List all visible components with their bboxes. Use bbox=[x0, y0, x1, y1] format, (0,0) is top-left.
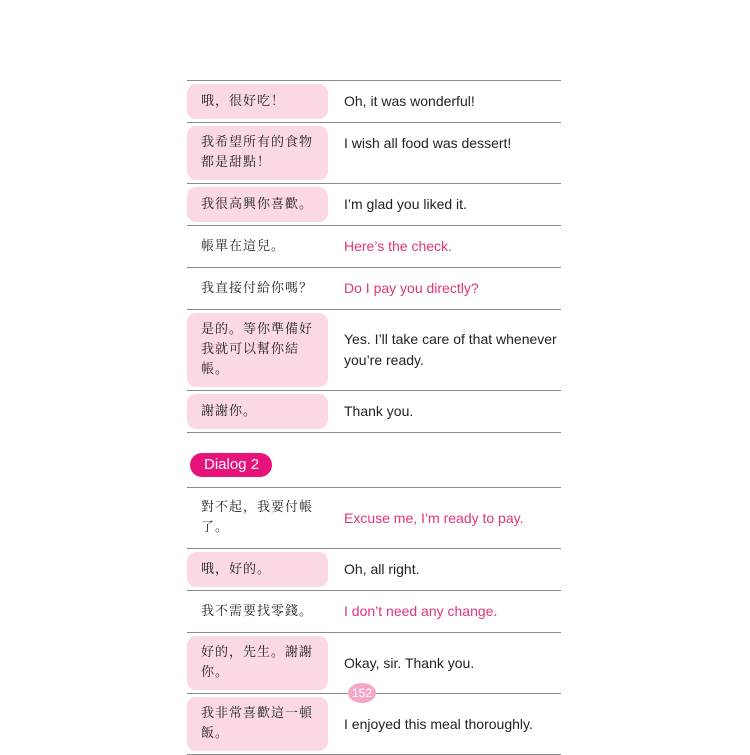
table-row bbox=[187, 123, 561, 184]
chinese-line: 我非常喜歡這一頓飯。 bbox=[187, 697, 328, 751]
dialog1-table bbox=[187, 80, 561, 433]
chinese-line: 我很高興你喜歡。 bbox=[187, 187, 328, 222]
english-line: Here’s the check. bbox=[344, 238, 452, 254]
table-row bbox=[187, 633, 561, 694]
english-line: I’m glad you liked it. bbox=[344, 196, 467, 212]
english-line: Do I pay you directly? bbox=[344, 280, 479, 296]
dialog2-header bbox=[187, 433, 561, 488]
table-row bbox=[187, 549, 561, 591]
chinese-line: 我不需要找零錢。 bbox=[201, 603, 314, 619]
chinese-line: 哦，很好吃！ bbox=[187, 84, 328, 119]
table-row bbox=[187, 694, 561, 755]
english-line: Excuse me, I’m ready to pay. bbox=[344, 509, 524, 526]
chinese-line: 好的，先生。謝謝你。 bbox=[187, 636, 328, 690]
chinese-line: 謝謝你。 bbox=[187, 394, 328, 429]
table-row bbox=[187, 268, 561, 310]
dialog2-title: Dialog 2 bbox=[190, 453, 272, 477]
chinese-line: 我直接付給你嗎？ bbox=[201, 280, 314, 296]
english-line: Yes. I’ll take care of that whenever you’re ready. bbox=[344, 331, 557, 368]
table-row bbox=[187, 184, 561, 226]
english-line: I don’t need any change. bbox=[344, 603, 498, 619]
table-row bbox=[187, 488, 561, 549]
table-row bbox=[187, 310, 561, 391]
english-line: Oh, all right. bbox=[344, 561, 420, 577]
english-line: Thank you. bbox=[344, 403, 414, 419]
english-line: Oh, it was wonderful! bbox=[344, 93, 475, 109]
english-line: I wish all food was dessert! bbox=[344, 135, 512, 151]
table-row bbox=[187, 391, 561, 433]
chinese-line: 帳單在這兒。 bbox=[201, 238, 286, 254]
page-number: 152 bbox=[348, 683, 376, 703]
table-row bbox=[187, 226, 561, 268]
chinese-line: 我希望所有的食物都是甜點！ bbox=[187, 126, 328, 180]
english-line: I enjoyed this meal thoroughly. bbox=[344, 715, 533, 732]
table-row bbox=[187, 81, 561, 123]
table-row bbox=[187, 591, 561, 633]
dialog-page bbox=[187, 80, 561, 755]
chinese-line: 對不起，我要付帳了。 bbox=[201, 500, 314, 535]
english-line: Okay, sir. Thank you. bbox=[344, 654, 475, 671]
chinese-line: 哦，好的。 bbox=[187, 552, 328, 587]
chinese-line: 是的。等你準備好我就可以幫你結帳。 bbox=[187, 313, 328, 387]
dialog2-table bbox=[187, 488, 561, 755]
